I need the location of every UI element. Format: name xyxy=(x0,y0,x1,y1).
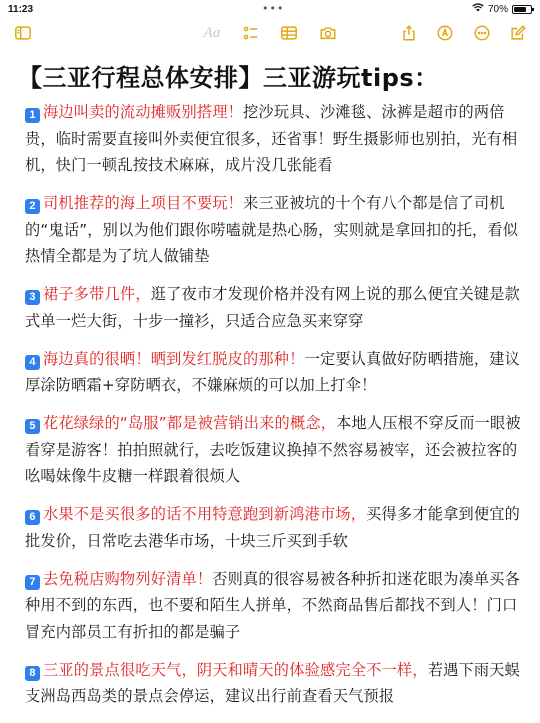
tip-highlight: 花花绿绿的“岛服”都是被营销出来的概念， xyxy=(43,414,337,432)
tip-body: 逛了夜市才发现价格并没有网上说的那么便宜关键是款式单一烂大街，十步一撞衫，只适合应急买来穿穿 xyxy=(25,285,521,330)
format-text-button[interactable]: Aa xyxy=(203,24,221,41)
keycap-number-icon: 5 xyxy=(25,419,40,434)
tip-paragraph xyxy=(25,99,525,179)
tip-paragraph xyxy=(25,566,525,646)
tip-body: 来三亚被坑的十个有八个都是信了司机的“鬼话”，别以为他们跟你唠嗑就是热心肠，实则就是拿回扣的托，看似热情全都是为了坑人做铺垫 xyxy=(25,194,519,265)
status-bar xyxy=(0,0,540,20)
tip-paragraph xyxy=(25,657,525,710)
share-icon[interactable] xyxy=(398,22,420,44)
camera-icon[interactable] xyxy=(317,22,339,44)
tip-highlight: 水果不是买很多的话不用特意跑到新鸿港市场， xyxy=(43,505,367,523)
table-icon[interactable] xyxy=(278,22,300,44)
tip-body: 否则真的很容易被各种折扣迷花眼为凑单买各种用不到的东西，也不要和陌生人拼单，不然商品售后都找不到人！门口冒充内部员工有折扣的都是骗子 xyxy=(25,569,521,641)
tip-paragraph xyxy=(25,281,525,334)
tip-highlight: 司机推荐的海上项目不要玩！ xyxy=(43,194,244,212)
keycap-number-icon: 8 xyxy=(25,666,40,681)
tip-paragraph xyxy=(25,501,525,554)
tip-highlight: 三亚的景点很吃天气，阴天和晴天的体验感完全不一样， xyxy=(43,660,428,679)
status-time: 11:23 xyxy=(8,4,34,15)
sidebar-toggle-icon[interactable] xyxy=(12,22,34,44)
wifi-icon xyxy=(472,3,484,15)
tip-paragraph xyxy=(25,410,525,490)
keycap-number-icon: 4 xyxy=(25,355,40,370)
tip-highlight: 海边叫卖的流动摊贩别搭理！ xyxy=(43,103,244,121)
keycap-number-icon: 6 xyxy=(25,510,40,525)
tip-paragraph xyxy=(25,346,525,399)
tip-body: 挖沙玩具、沙滩毯、泳裤是超市的两倍贵，临时需要直接叫外卖便宜很多，还省事！野生摄影师也别拍，光有相机，快门一顿乱按技术麻麻，成片没几张能看 xyxy=(25,103,518,174)
more-options-icon[interactable] xyxy=(471,22,493,44)
tip-highlight: 裙子多带几件， xyxy=(43,285,151,303)
keycap-number-icon: 7 xyxy=(25,575,40,590)
tip-body: 本地人压根不穿反而一眼被看穿是游客！拍拍照就行，去吃饭建议换掉不然容易被宰，还会被拉客的吆喝妹像牛皮糖一样跟着很烦人 xyxy=(25,414,521,485)
battery-icon xyxy=(512,5,532,14)
note-body[interactable] xyxy=(25,99,525,721)
tip-body: 买得多才能拿到便宜的批发价，日常吃去港华市场，十块三斤买到手软 xyxy=(25,505,521,550)
keycap-number-icon: 3 xyxy=(25,290,40,305)
compose-icon[interactable] xyxy=(507,22,529,44)
multitasking-dots[interactable]: ••• xyxy=(262,2,285,15)
checklist-icon[interactable] xyxy=(240,22,262,44)
keycap-number-icon: 2 xyxy=(25,199,40,214)
keycap-number-icon: 1 xyxy=(25,108,40,123)
status-indicators xyxy=(472,3,532,15)
note-title: 【三亚行程总体安排】三亚游玩tips： xyxy=(18,64,439,92)
battery-percent: 70% xyxy=(487,3,508,15)
tip-highlight: 去免税店购物列好清单！ xyxy=(43,569,213,588)
tip-paragraph xyxy=(25,190,525,270)
tip-body: 若遇下雨天蜈支洲岛西岛类的景点会停运，建议出行前查看天气预报 xyxy=(25,660,521,705)
tip-highlight: 海边真的很晒！晒到发红脱皮的那种！ xyxy=(43,349,305,368)
notes-toolbar xyxy=(0,20,540,48)
markup-pen-icon[interactable] xyxy=(434,22,456,44)
tip-body: 一定要认真做好防晒措施，建议厚涂防晒霜+穿防晒衣，不嫌麻烦的可以加上打伞！ xyxy=(25,349,521,394)
